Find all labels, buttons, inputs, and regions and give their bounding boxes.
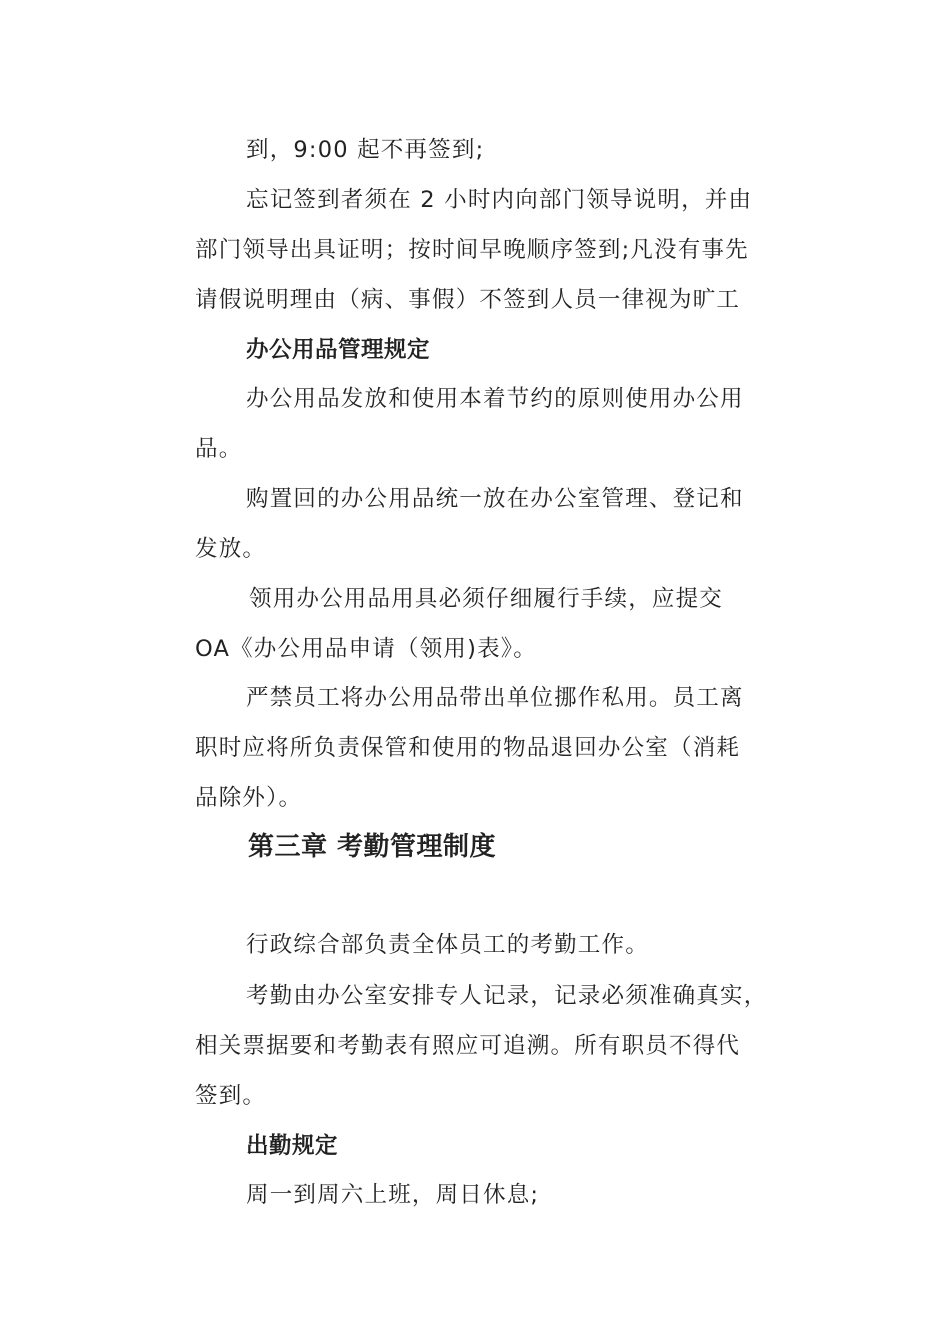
paragraph-line: 领用办公用品用具必须仔细履行手续，应提交 (249, 586, 724, 612)
paragraph-line: 职时应将所负责保管和使用的物品退回办公室（消耗 (195, 735, 741, 761)
paragraph-line: 严禁员工将办公用品带出单位挪作私用。员工离 (246, 685, 744, 711)
paragraph-line: 签到。 (195, 1083, 267, 1109)
paragraph-line: 忘记签到者须在 2 小时内向部门领导说明，并由 (246, 187, 753, 213)
chapter-title: 第三章 考勤管理制度 (248, 832, 497, 862)
paragraph-line: 品。 (195, 436, 243, 462)
paragraph-line: 周一到周六上班，周日休息; (246, 1182, 540, 1208)
paragraph-line: 办公用品发放和使用本着节约的原则使用办公用 (246, 386, 744, 412)
paragraph-line: 行政综合部负责全体员工的考勤工作。 (246, 932, 649, 958)
paragraph-line: 考勤由办公室安排专人记录，记录必须准确真实， (246, 983, 768, 1009)
paragraph-line: 品除外）。 (195, 785, 303, 811)
paragraph-line: 到，9:00 起不再签到; (246, 137, 485, 163)
paragraph-line: 购置回的办公用品统一放在办公室管理、登记和 (246, 486, 744, 512)
paragraph-line: 请假说明理由（病、事假）不签到人员一律视为旷工 (195, 287, 741, 313)
paragraph-line: 部门领导出具证明；按时间早晚顺序签到;凡没有事先 (195, 237, 749, 263)
paragraph-line: OA《办公用品申请（领用)表》。 (195, 636, 537, 662)
paragraph-line: 发放。 (195, 536, 267, 562)
section-heading: 出勤规定 (246, 1133, 339, 1159)
paragraph-line: 相关票据要和考勤表有照应可追溯。所有职员不得代 (195, 1033, 741, 1059)
section-heading: 办公用品管理规定 (246, 337, 431, 363)
